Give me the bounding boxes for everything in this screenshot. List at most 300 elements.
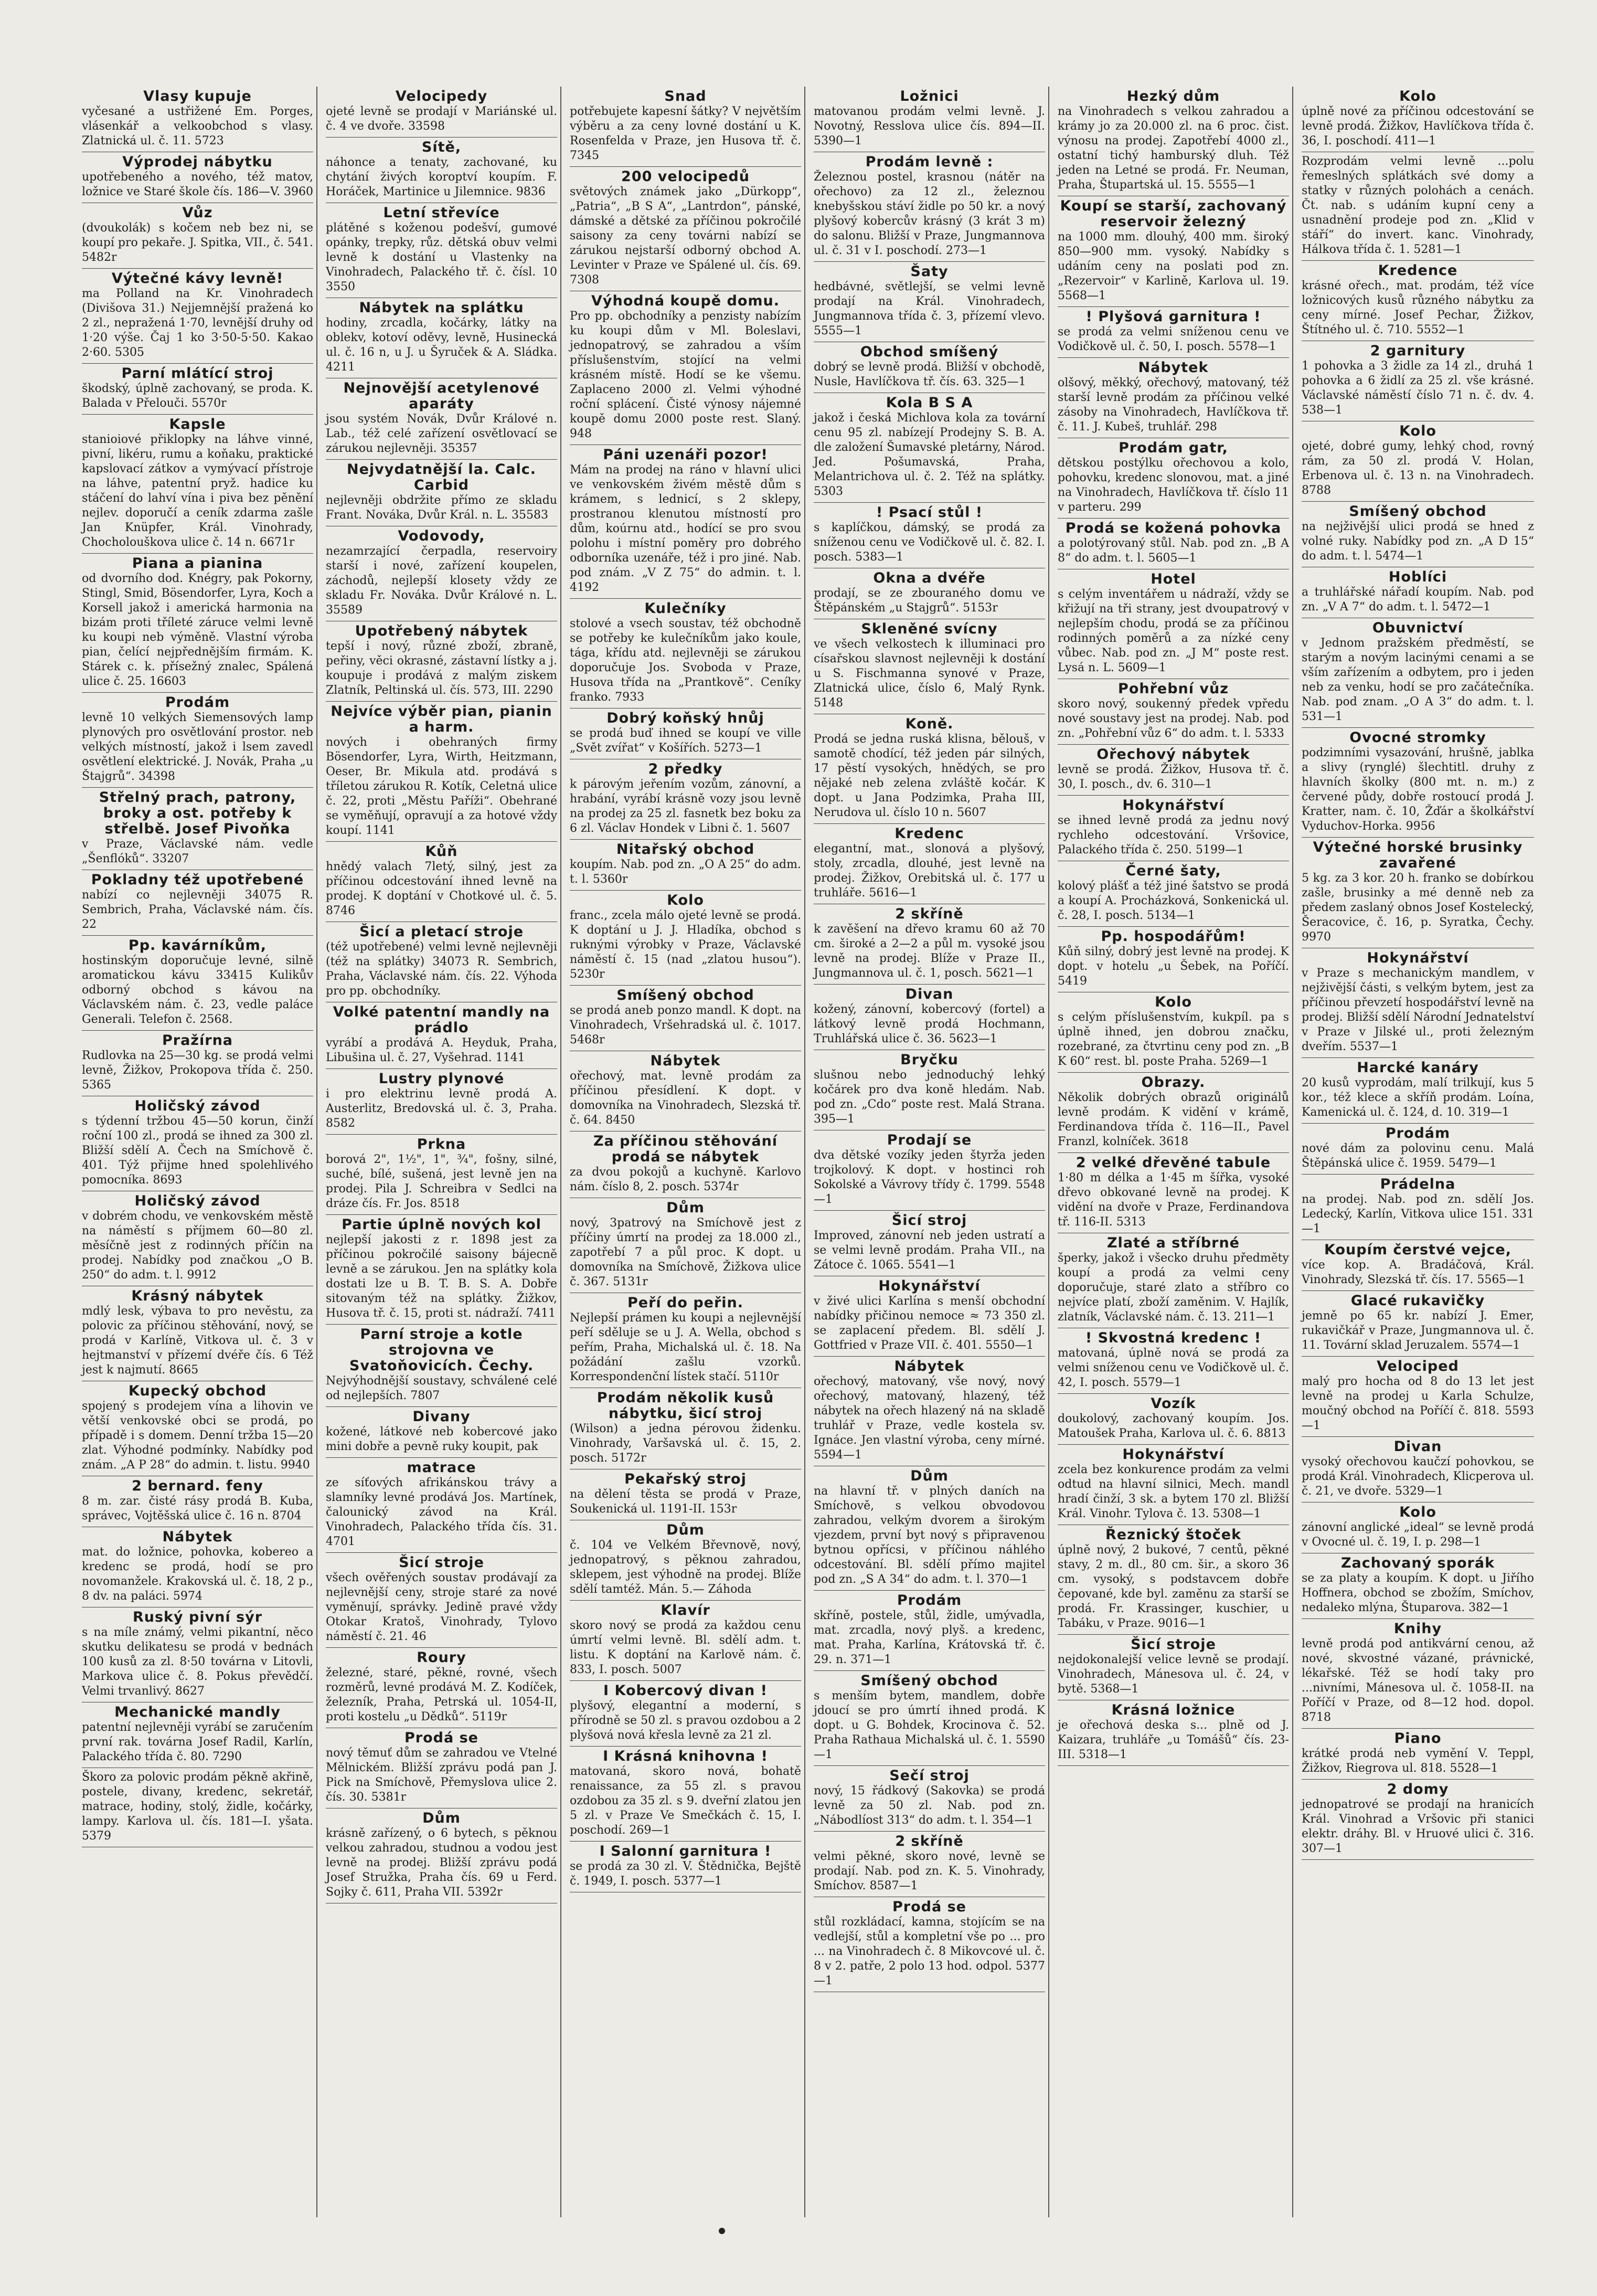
ad-body: a polotýrovaný stůl. Nab. pod zn. „B A 8“ do adm. t. l. 5605—1 <box>1058 537 1289 565</box>
classified-ad <box>1302 1124 1534 1175</box>
ad-body: (Wilson) a jedna pérovou židenku. Vinohrady, Varšavská ul. č. 15, 2. posch. 5172r <box>570 1422 801 1465</box>
classified-ad <box>1058 745 1289 796</box>
ad-heading: Roury <box>417 1649 466 1666</box>
ad-body: ma Polland na Kr. Vinohradech (Divišova 31.) Nejjemnější pražená ko 2 zl., nepražená 1·70, levnější druhy od 1·20 výše. Čaj 1 ko 3·50-5·50. Kakao 2·60. 5305 <box>82 287 313 359</box>
classified-ad <box>1302 152 1534 261</box>
ad-body: s kaplíčkou, dámský, se prodá za sníženou cenu ve Vodičkově ul. č. 82. I. posch. 5383—1 <box>814 521 1045 564</box>
ad-body: stanioiové přiklopky na láhve vinné, pivní, likéru, rumu a koňaku, praktické kapslovací zátkov a vymývací přístroje na láhve, patentní pryž. hadice ku stáčení do lahví vína i piva bez pěnění nejlev. doporučí a ceník zdarma zašle Jan Knüpfer, Král. Vinohrady, Chocholouškova ulice č. 14 n. 6671r <box>82 433 313 549</box>
ad-heading: Pp. kavárníkům, <box>128 937 267 954</box>
ad-heading: Ořechový nábytek <box>1096 746 1250 763</box>
ad-body: ze síťových afrikánskou trávy a slamníky levné prodává Jos. Martínek, čalounický závod na Král. Vinohradech, Palackého třída čís. 31. 4701 <box>326 1476 557 1548</box>
classified-ad <box>570 445 801 599</box>
ad-heading: Kolo <box>1399 88 1436 104</box>
ad-body: dva dětské vozíky jeden štyrža jeden trojkolový. K dopt. v hostinci roh Sokolské a Vávrovy třídy č. 1799. 5548—1 <box>814 1149 1045 1206</box>
ad-body: borová 2", 1½", 1", ¾", fošny, silné, suché, bílé, sušená, jest levně jen na prodej. Pila J. Schreibra v Sedlci na dráze čís. Fr. Jos. 8518 <box>326 1153 557 1210</box>
ad-body: s celým inventářem u nádraží, vždy se křižují na tři strany, jest dvoupatrový v nejlepším chodu, prodá se za příčinou rodinných poměrů a za nízké ceny vůbec. Nab. pod zn. „J M“ poste rest. Lysá n. L. 5609—1 <box>1058 588 1289 674</box>
ad-body: Improved, zánovní neb jeden ustratí a se velmi levně prodám. Praha VII., na Zátoce č. 1065. 5541—1 <box>814 1229 1045 1272</box>
ad-body: v živé ulici Karlína s menší obchodní nabídky přičinou nemoce ≈ 73 350 zl. se zaplacení předem. Bl. sdělí J. Gottfried v Praze VII. č. 401. 5550—1 <box>814 1295 1045 1352</box>
ad-body: stůl rozkládací, kamna, stojícím se na vedlejší, stůl a kompletní vše po ... pro ... na Vinohradech č. 8 Mikovcové ul. č. 8 v 2. patře, 2 polo 13 hod. odpol. 5377—1 <box>814 1916 1045 1987</box>
ad-heading: Prodají se <box>887 1132 972 1148</box>
classified-ad <box>1302 341 1534 421</box>
ad-heading: Kolo <box>1155 994 1192 1010</box>
ad-body: jemně po 65 kr. nabízí J. Emer, rukavičkář v Praze, Jungmannova ul. č. 11. Tovární sklad Jeruzalem. 5574—1 <box>1302 1309 1534 1352</box>
ad-heading: Holičský závod <box>134 1098 261 1114</box>
ad-heading: Výprodej nábytku <box>122 154 273 170</box>
ad-body: hedbávné, světlejší, se velmi levně prodají na Král. Vinohradech, Jungmannova třída č. 3, přízemí vlevo. 5555—1 <box>814 280 1045 337</box>
ad-body: se prodá aneb ponzo mandl. K dopt. na Vinohradech, Vršehradská ul. č. 1017. 5468r <box>570 1004 801 1046</box>
column-1 <box>79 87 317 2217</box>
classified-ad <box>1302 87 1534 152</box>
ad-body: matovanou prodám velmi levně. J. Novotný, Resslova ulice čís. 894—II. 5390—1 <box>814 105 1045 147</box>
classified-ad <box>1302 502 1534 567</box>
classified-ad <box>570 599 801 708</box>
classified-ad <box>814 393 1045 503</box>
ad-heading: Lustry plynové <box>378 1071 505 1087</box>
classified-ad <box>326 1135 557 1215</box>
ad-body: na Vinohradech s velkou zahradou a krámy jo za 20.000 zl. na 6 proc. čist. výnosu na prodej. Zapotřebí 4000 zl., ostatní tichý hamburský dluh. Též jeden na Letné se prodá. Fr. Neuman, Praha, Štupartská ul. 15. 5555—1 <box>1058 105 1289 192</box>
ad-heading: Kolo <box>667 892 704 908</box>
classified-ad <box>1302 618 1534 728</box>
ad-body: tepší i nový, různé zboží, zbraně, peřiny, věci okrasné, zástavní lístky a j. koupuje i prodává z malým ziskem Zlatník, Peltinská ul. čís. 573, III. 2290 <box>326 640 557 697</box>
ad-heading: Letní střevíce <box>383 205 500 221</box>
ad-body: slušnou nebo jednoduchý lehký kočárek pro dva koně hledám. Nab. pod zn. „Cdo“ poste rest. Malá Strana. 395—1 <box>814 1068 1045 1126</box>
classified-ad <box>82 364 313 415</box>
classified-ad <box>326 1808 557 1903</box>
ad-heading: Nejvydatnější la. Calc. Carbid <box>346 461 536 493</box>
classified-ad <box>570 891 801 986</box>
ad-heading: Nábytek na splátku <box>359 300 524 316</box>
ad-heading: 2 skříně <box>895 1833 964 1849</box>
classified-ad <box>82 152 313 203</box>
ad-heading: Piano <box>1394 1730 1442 1747</box>
classified-ad <box>1058 1635 1289 1700</box>
ad-body: v dobrém chodu, ve venkovském městě na náměstí s příjmem 60—80 zl. měsíčně jest z rodinných příčin na prodej. Nabídky pod značkou „O B. 250“ do adm. t. l. 9912 <box>82 1210 313 1282</box>
ad-body: se prodá za 30 zl. V. Štědnička, Bejště č. 1949, I. posch. 5377—1 <box>570 1860 801 1888</box>
ad-heading: Knihy <box>1393 1621 1442 1637</box>
classified-ad <box>1058 358 1289 438</box>
ad-heading: Prádelna <box>1380 1176 1456 1192</box>
ad-body: potřebujete kapesní šátky? V největším výběru a za ceny lovné dostání u K. Rosenfelda v Praze, jen Husova tř. č. 7345 <box>570 105 801 162</box>
ad-body: náhonce a tenaty, zachované, ku chytání živých koroptví koupím. F. Horáček, Martinice u Jilemnice. 9836 <box>326 156 557 198</box>
classified-ad <box>570 1601 801 1681</box>
classified-ad <box>814 1897 1045 1992</box>
ad-heading: Krásný nábytek <box>131 1288 264 1304</box>
ad-body: s týdenní tržbou 45—50 korun, činží roční 100 zl., prodá se ihned za 300 zl. Bližší sdělí A. Čech na Smíchově č. 401. Týž přijme hned spolehlivého pomocníka. 8693 <box>82 1115 313 1187</box>
classified-ad <box>814 1671 1045 1766</box>
ad-heading: Hokynářství <box>1367 950 1469 966</box>
classified-ad <box>326 1648 557 1728</box>
ad-heading: Výtečné kávy levně! <box>111 270 284 287</box>
ad-body: se prodá za velmi sníženou cenu ve Vodičkově ul. č. 50, I. posch. 5578—1 <box>1058 325 1289 353</box>
ad-body: skoro nový se prodá za každou cenu úmrtí velmi levně. Bl. sdělí adm. t. listu. K doptání na Karlově nám. č. 833, I. posch. 5007 <box>570 1619 801 1676</box>
ad-heading: Ovocné stromky <box>1349 729 1486 746</box>
ad-heading: Šaty <box>910 263 949 280</box>
ad-heading: Pp. hospodářům! <box>1101 928 1246 945</box>
newspaper-page <box>79 87 1537 2217</box>
classified-ad <box>82 870 313 936</box>
ad-body: jednopatrové se prodají na hranicích Král. Vinohrad a Vršovic při stanici elektr. dráhy. Bl. v Hruové ulici č. 316. 307—1 <box>1302 1798 1534 1855</box>
ad-heading: Krásná ložnice <box>1111 1702 1236 1718</box>
ad-body: 20 kusů vyprodám, malí trilkují, kus 5 kor., též klece a skříň prodám. Loína, Kamenická ul. č. 124, d. 10. 319—1 <box>1302 1076 1534 1119</box>
ad-body: v Jednom pražském předměstí, se starým a novým lacinými cenami a se vším zařízením a odbytem, pro i jeden neb za venku, hodí se pro začátečníka. Nab. pod znam. „O A 3“ do adm. t. l. 531—1 <box>1302 637 1534 723</box>
ad-heading: Pražírna <box>162 1032 233 1049</box>
classified-ad <box>1302 1437 1534 1503</box>
ad-body: světových známek jako „Dürkopp“, „Patria“, „B S A“, „Lantrdon“, pánské, dámské a dětské za příčinou pokročilé saisony za ceny továrni nabízí se zárukou nejstarší odborný obchod A. Levinter v Praze ve Spálené ul. čís. 69. 7308 <box>570 185 801 287</box>
ad-body: nejdokonalejší velice levně se prodají. Vinohradech, Mánesova ul. č. 24, v bytě. 5368—1 <box>1058 1653 1289 1696</box>
ad-heading: Harcké kanáry <box>1357 1060 1479 1076</box>
ad-body: nejlevněji obdržite přímo ze skladu Frant. Nováka, Dvůr Král. n. L. 35583 <box>326 494 557 522</box>
classified-ad <box>326 1069 557 1135</box>
classified-ad <box>82 203 313 269</box>
classified-ad <box>1302 728 1534 838</box>
classified-ad <box>1058 519 1289 569</box>
ad-heading: Snad <box>664 88 707 104</box>
ad-body: ořechový, matovaný, vše nový, nový ořechový, matovaný, hlazený, též nábytek na ořech hlazený ná na skladě truhlář v Praze, vedle kostela sv. Ignáce. Jen vlastní výroba, ceny mírné. 5594—1 <box>814 1375 1045 1462</box>
ad-heading: Šicí a pletací stroje <box>359 924 524 940</box>
classified-ad <box>1302 1553 1534 1619</box>
classified-ad <box>1058 1445 1289 1525</box>
ad-body: ojeté, dobré gumy, lehký chod, rovný rám, za 50 zl. prodá V. Holan, Erbenova ul. č. 13 n. na Vinohradech. 8788 <box>1302 440 1534 497</box>
ad-heading: Šicí stroje <box>1131 1636 1216 1653</box>
classified-ad <box>1302 1058 1534 1124</box>
ad-heading: Kupecký obchod <box>128 1383 267 1399</box>
ad-body: a truhlářské nářadí koupím. Nab. pod zn. „V A 7“ do adm. t. l. 5472—1 <box>1302 586 1534 613</box>
ad-body: mat. do ložnice, pohovka, kobereo a kredenc se prodá, hodí se pro novomanžele. Krakovská ul. č. 18, 2 p., 8 dv. na paláci. 5974 <box>82 1546 313 1603</box>
ad-heading: Smíšený obchod <box>1349 503 1487 520</box>
classified-ad <box>814 619 1045 714</box>
ad-heading: Hokynářství <box>878 1278 981 1294</box>
ad-body: šperky, jakož i všecko druhu předměty koupí a prodá za velmi ceny doporučuje, staré zlato a stříbro co nejvíce platí, zboží zaměnim. V. Hajlík, zlatník, Václavské nám. č. 13. 211—1 <box>1058 1252 1289 1324</box>
ad-body: Kůň silný, dobrý jest levně na prodej. K dopt. v hotelu „u Šebek, na Poříčí. 5419 <box>1058 945 1289 988</box>
classified-ad <box>1302 948 1534 1058</box>
ad-heading: Vlasy kupuje <box>143 88 252 104</box>
ad-body: dětskou postýlku ořechovou a kolo, pohovku, kredenc slonovou, mat. a jiné na Vinohradech, Havlíčkova tř. číslo 11 v parteru. 299 <box>1058 457 1289 514</box>
ad-heading: Prodám <box>897 1592 962 1609</box>
classified-ad <box>814 1130 1045 1211</box>
classified-ad <box>570 840 801 891</box>
ad-body: jsou systém Novák, Dvůr Králové n. Lab., též celé zařízení osvětlovací se zárukou nejlevněji. 35357 <box>326 412 557 455</box>
ad-body: (dvoukolák) s kočem neb bez ni, se koupí pro pekaře. J. Spitka, VII., č. 541. 5482r <box>82 221 313 264</box>
ad-body: levně prodá pod antikvární cenou, až nové, skvostné vázané, právnické, lékařské. Též se hodí taky pro ...nivními, Mánesova ul. č. 1058-II. na Poříčí v Praze, od 8—12 hod. dopol. 8718 <box>1302 1637 1534 1724</box>
ad-heading: Prodá se kožená pohovka <box>1065 520 1282 536</box>
ad-body: vysoký ořechovou kaučzí pohovkou, se prodá Král. Vinohradech, Klicperova ul. č. 21, ve dvoře. 5329—1 <box>1302 1455 1534 1498</box>
classified-ad <box>82 936 313 1031</box>
ad-heading: Výtečné horské brusinky zavařené <box>1313 839 1523 871</box>
ad-body: elegantní, mat., slonová a plyšový, stoly, zrcadla, dlouhé, jest levně na prodej. Žižkov, Orebitská ul. č. 177 u truhláře. 5616—1 <box>814 842 1045 900</box>
classified-ad <box>814 1357 1045 1466</box>
classified-ad <box>814 1466 1045 1591</box>
classified-ad <box>814 262 1045 342</box>
ad-body: skoro nový, soukenný předek vpředu nové soustavy jest na prodej. Nab. pod zn. „Pohřební vůz 6“ do adm. t. l. 5333 <box>1058 697 1289 740</box>
ad-heading: Skleněné svícny <box>861 621 998 637</box>
classified-ad <box>326 87 557 137</box>
classified-ad <box>82 1702 313 1768</box>
ad-body: 1 pohovka a 3 židle za 14 zl., druhá 1 pohovka a 6 židlí za 25 zl. vše krásné. Václavské náměstí číslo 71 n. č. dv. 4. 538—1 <box>1302 359 1534 417</box>
ad-body: franc., zcela málo ojeté levně se prodá. K doptání u J. J. Hladíka, obchod s ruknými výrobky v Praze, Václavské náměstí č. 15 (nad „zlatou husou“). 5230r <box>570 909 801 981</box>
ad-body: mdlý lesk, výbava to pro nevěstu, za polovic za příčinou stěhování, nový, se prodá v Karlíně, Vitkova ul. č. 3 v hejtmanství v přízemí dvéře čís. 6 Též jest k najmutí. 8665 <box>82 1305 313 1377</box>
classified-ad <box>82 1607 313 1702</box>
classified-ad <box>1058 861 1289 927</box>
ad-heading: Dům <box>666 1522 705 1538</box>
classified-ad <box>326 1458 557 1553</box>
ad-body: olšový, měkký, ořechový, matovaný, též starší levně prodám za příčinou velké zásoby na Vinohradech, Havlíčkova tř. č. 11. J. Kubeš, truhlář. 298 <box>1058 376 1289 433</box>
ad-heading: 200 velocipedů <box>621 168 750 185</box>
ad-body: Prodá se jedna ruská klisna, bělouš, v samotě chodící, též jeden pár silných, 17 pěstí vysokých, hnědých, se pro nějaké neb zelena zvláště kočár. K dopt. u Jana Podzimka, Praha III, Nerudova ul. číslo 10 n. 5607 <box>814 733 1045 819</box>
ad-heading: Volké patentní mandly na prádlo <box>333 1004 550 1036</box>
classified-ad <box>814 904 1045 985</box>
ad-body: všech ověřených soustav prodávají za nejlevnější ceny, stroje staré za nové vyměnují, správky. Jedině pravé vždy Otokar Kratoš, Vinohrady, Tylovo náměstí č. 21. 46 <box>326 1571 557 1643</box>
ad-heading: Bryčku <box>900 1052 959 1068</box>
ad-body: nových i obehraných firmy Bösendorfer, Lyra, Wirth, Heitzmann, Oeser, Br. Mikula atd. prodává s tříletou zárukou R. Kotík, Celetná ulice č. 22, proti „Městu Paříži“. Obehrané se vyměňují, opravují a za hotové vždy koupí. 1141 <box>326 736 557 837</box>
ad-body: krásné ořech., mat. prodám, též více ložnicových kusů různého nábytku za ceny mírné. Josef Pechar, Žižkov, Štítného ul. č. 710. 5552—1 <box>1302 279 1534 336</box>
classified-ad <box>814 985 1045 1050</box>
ad-body: stolové a vsech soustav, též obchodně se potřeby ke kulečníkům jako koule, tága, křídu atd. nejlevněji se zárukou doporučuje Jos. Svoboda v Praze, Husova třída na „Prantkově“. Ceníky franko. 7933 <box>570 617 801 704</box>
ad-body: Nejlepší prámen ku koupi a nejlevnější peří sděluje se u J. A. Wella, obchod s peřím, Praha, Michalská ul. č. 18. Na požádání zašlu vzorků. Korrespondenční lístek stačí. 5110r <box>570 1311 801 1383</box>
ad-heading: Výhodná koupě domu. <box>591 293 780 309</box>
ad-body: levně 10 velkých Siemensových lamp plynových pro osvětlování prostor. neb velkých místností, jakož i lsem zavedl osvětlení elektrické. J. Novák, Praha „u Štajgrů“. 34398 <box>82 711 313 783</box>
classified-ad <box>1058 1073 1289 1153</box>
classified-ad <box>570 1747 801 1842</box>
ad-heading: Parní mlátící stroj <box>121 365 274 382</box>
classified-ad <box>1302 1357 1534 1437</box>
ad-heading: Pohřební vůz <box>1118 681 1229 697</box>
ad-heading: Partie úplně nových kol <box>342 1216 541 1233</box>
column-3 <box>567 87 805 2217</box>
ad-heading: Hokynářství <box>1122 1446 1225 1463</box>
ad-body: s celým příslušenstvím, kukpíl. pa s úplně ihned, jen dobrou značku, rozebrané, za čtvrtinu ceny pod zn. „B K 60“ rest. bl. poste Praha. 5269—1 <box>1058 1011 1289 1068</box>
classified-ad <box>1302 1240 1534 1291</box>
ad-body: od dvorního dod. Knégry, pak Pokorny, Stingl, Smid, Bösendorfer, Lyra, Koch a Korsell jakož i americká harmonia na bizám proti tříleté záruce velmi levně ku koupi neb výměně. Vlastní výroba pian, čelící nejpřednějším firmám. K. Stárek c. k. přísežný znalec, Spálená ulice č. 25. 16603 <box>82 572 313 688</box>
classified-ad <box>814 1832 1045 1897</box>
ad-heading: Obuvnictví <box>1372 620 1464 636</box>
classified-ad <box>1302 261 1534 341</box>
ad-heading: Obrazy. <box>1141 1074 1206 1091</box>
classified-ad <box>326 621 557 702</box>
ad-heading: Piana a pianina <box>132 555 263 572</box>
ad-heading: I Kobercový divan ! <box>603 1683 768 1699</box>
ad-heading: Zlaté a stříbrné <box>1106 1235 1240 1251</box>
classified-ad <box>814 1276 1045 1357</box>
ad-heading: Kůň <box>425 843 458 860</box>
classified-ad <box>814 1766 1045 1832</box>
ad-body: je ořechová deska s... plně od J. Kaizara, truhláře „u Tomášů“ čís. 23-III. 5318—1 <box>1058 1719 1289 1761</box>
ad-heading: Divan <box>905 986 954 1002</box>
ad-heading: Upotřebený nábytek <box>355 623 528 639</box>
ad-heading: Prodám <box>165 694 230 711</box>
ad-body: hnědý valach 7letý, silný, jest za příčinou odcestování ihned levně na prodej. K doptání v Chotkové ul. č. 5. 8746 <box>326 860 557 917</box>
ad-body: malý pro hocha od 8 do 13 let jest levně na prodej u Karla Schulze, moučný obchod na Poříčí č. 818. 5593—1 <box>1302 1375 1534 1432</box>
ad-heading: Kapsle <box>169 416 226 432</box>
ad-heading: Ložnici <box>900 88 959 104</box>
page-dot <box>719 2228 725 2234</box>
classified-ad <box>1302 421 1534 502</box>
ad-heading: Pekařský stroj <box>624 1471 747 1487</box>
ad-heading: Dům <box>422 1810 461 1826</box>
ad-body: v Praze, Václavské nám. vedle „Šenflóků“. 33207 <box>82 838 313 865</box>
ad-body: kožený, zánovní, kobercový (fortel) a látkový levně prodá Hochmann, Truhlářská ulice č. 36. 5623—1 <box>814 1003 1045 1045</box>
classified-ad <box>1058 679 1289 745</box>
classified-ad <box>570 708 801 759</box>
ad-heading: Šicí stroje <box>399 1554 484 1571</box>
ad-body: plyšový, elegantní a moderní, s přírodně se 50 zl. s pravou ozdobou a 2 plyšová nová křesla levně za 21 zl. <box>570 1699 801 1742</box>
ad-heading: Peří do peřin. <box>627 1295 744 1311</box>
ad-body: hodiny, zrcadla, kočárky, látky na oblekv, kotoví oděvy, levně, Husinecká ul. č. 16 n, u J. u Šyruček & A. Sládka. 4211 <box>326 316 557 374</box>
classified-ad <box>814 568 1045 619</box>
ad-heading: 2 předky <box>648 761 723 777</box>
classified-ad <box>326 1215 557 1325</box>
ad-body: nový, 15 řádkový (Sakovka) se prodá levně za 50 zl. Nab. pod zn. „Nábodlíost 313“ do adm. t. l. 354—1 <box>814 1784 1045 1827</box>
ad-body: matovaná, skoro nová, bohatě renaissance, za 55 zl. s pravou ozdobou za 35 zl. s 9. dveřní zlatou jen 5 zl. v Praze Ve Smečkách č. 15, I. poschodí. 269—1 <box>570 1765 801 1837</box>
ad-heading: Divan <box>1393 1438 1442 1455</box>
classified-ad <box>1302 1503 1534 1553</box>
ad-body: na nejživější ulici prodá se hned z volné ruky. Nabídky pod zn. „A D 15“ do adm. t. l. 5474—1 <box>1302 520 1534 563</box>
classified-ad <box>82 415 313 554</box>
classified-ad <box>570 1198 801 1293</box>
ad-heading: Nábytek <box>894 1358 965 1374</box>
ad-heading: Kola B S A <box>886 395 973 411</box>
classified-ad <box>1058 307 1289 358</box>
classified-ad <box>814 824 1045 904</box>
ad-body: 5 kg. za 3 kor. 20 h. franko se dobírkou zašle, brusinky a mé denně neb za předem zaslaný obnos Josef Kostelecký, Šeracovice, č. 16, p. Syratka, Čechy. 9970 <box>1302 872 1534 944</box>
ad-body: Rudlovka na 25—30 kg. se prodá velmi levně, Žižkov, Prokopova třída č. 250. 5365 <box>82 1049 313 1092</box>
ad-heading: Prodám levně : <box>865 154 994 170</box>
classified-ad <box>326 1002 557 1069</box>
ad-heading: Glacé rukavičky <box>1350 1293 1485 1309</box>
classified-ad <box>1058 1233 1289 1328</box>
classified-ad <box>82 554 313 693</box>
ad-heading: Prodá se <box>892 1899 966 1915</box>
ad-body: k párovým jeřením vozům, zánovní, a hrabání, vyrábí krásně vozy jsou levně na prodej za 25 zl. fasnetk bez boku za 6 zl. Václav Hondek v Libni č. 1. 5607 <box>570 778 801 835</box>
ad-body: levně se prodá. Žižkov, Husova tř. č. 30, I. posch., dv. 6. 310—1 <box>1058 763 1289 791</box>
ad-heading: 2 velké dřevěné tabule <box>1076 1155 1271 1171</box>
ad-body: nezamrzající čerpadla, reservoiry starší i nové, zařízení koupelen, záchodů, nejlepší klosety vždy ze skladu Fr. Nováka. Dvůr Králové n. L. 35589 <box>326 545 557 617</box>
ad-body: podzimními vysazování, hrušně, jablka a slivy (rynglé) šlechtitl. druhy z hlavních školky (800 mt. n. m.) z červené půdy, dobře rostoucí prodá J. Kratter, nam. č. 10, Žďár a školkářství Vyduchov-Horka. 9956 <box>1302 746 1534 833</box>
ad-body: se prodá buď ihned se koupí ve ville „Svět zvířat“ v Košířích. 5273—1 <box>570 727 801 755</box>
ad-heading: Sečí stroj <box>889 1768 970 1784</box>
ad-body: hostinským doporučuje levné, silně aromatickou kávu 33415 Kulikův odborný obchod s kávou na Václavském nám. č. 23, vedle paláce Generali. Telefon č. 2568. <box>82 954 313 1026</box>
ad-heading: Nitařský obchod <box>616 841 755 858</box>
ad-body: vyrábí a prodává A. Heyduk, Praha, Libušina ul. č. 27, Vyšehrad. 1141 <box>326 1036 557 1064</box>
classified-ad <box>1058 1394 1289 1445</box>
ad-body: více kop. A. Bradáčová, Král. Vinohrady, Slezská tř. čís. 17. 5565—1 <box>1302 1258 1534 1286</box>
ad-heading: Prodám <box>1385 1125 1451 1141</box>
classified-ad <box>570 87 801 167</box>
ad-heading: Mechanické mandly <box>114 1704 281 1720</box>
ad-heading: Holičský závod <box>134 1193 261 1209</box>
classified-ad <box>814 1591 1045 1671</box>
ad-heading: Okna a dvéře <box>873 570 986 586</box>
ad-body: vyčesané a ustřižené Em. Porges, vlásenkář a velkoobchod s vlasy. Zlatnická ul. č. 11. 5723 <box>82 105 313 147</box>
classified-ad <box>326 842 557 922</box>
ad-heading: Šicí stroj <box>891 1212 967 1229</box>
classified-ad <box>326 526 557 621</box>
classified-ad <box>1058 992 1289 1073</box>
ad-heading: I Salonní garnitura ! <box>599 1843 772 1859</box>
ad-heading: ! Psací stůl ! <box>876 504 983 521</box>
ad-heading: Velocipedy <box>395 88 488 104</box>
classified-ad <box>326 1553 557 1648</box>
classified-ad <box>1302 1175 1534 1240</box>
classified-ad <box>82 1527 313 1607</box>
ad-body: Nejvýhodnější soustavy, schválené celé od nejlepších. 7807 <box>326 1374 557 1402</box>
ad-body: Rozprodám velmi levně ...polu řemeslných splátkách své domy a statky v různých polohách a cenách. Čt. nab. s udáním kupní ceny a usnadnění prodeje pod zn. „Klid v stáří“ do invert. kanc. Vinohrady, Hálkova třída č. 1. 5281—1 <box>1302 155 1534 256</box>
classified-ad <box>570 1681 801 1747</box>
ad-body: Železnou postel, krasnou (nátěr na ořechovo) za 12 zl., železnou knebyšskou stáví židle po 50 kr. a nový plyšový kobercův krásný (3 krát 3 m) do salonu. Bližší v Praze, Jungmannova ul. č. 31 v I. poschodí. 273—1 <box>814 171 1045 257</box>
ad-body: úplně nové za příčinou odcestování se levně prodá. Žižkov, Havlíčkova třída č. 36, I. poschodí. 411—1 <box>1302 105 1534 147</box>
ad-body: plátěné s koženou podešví, gumové opánky, trepky, růz. dětská obuv velmi levně k dostání u Vlastenky na Vinohradech, Palackého tř. č. čísl. 10 3550 <box>326 221 557 293</box>
ad-body: v Praze s mechanickým mandlem, v nejživější části, s velkým bytem, jest za příčinou převzetí hospodářství levně na prodej. Bližší sdělí Národní Jednatelství v Praze v Jilské ul., proti železným dveřím. 5537—1 <box>1302 967 1534 1053</box>
classified-ad <box>1058 927 1289 992</box>
ad-body: kolový plášť a též jiné šatstvo se prodá a koupí A. Procházková, Sonkenická ul. č. 28, I. posch. 5134—1 <box>1058 880 1289 922</box>
ad-body: na hlavní tř. v plných daních na Smíchově, s velkou obvodovou zahradou, velkým dvorem a širokým vjezdem, první byt nový s připravenou bytnou opřícsi, v příčinou náhlého odcestování. Bl. sdělí přímo majitel pod zn. „S A 34“ do adm. t. l. 370—1 <box>814 1485 1045 1586</box>
classified-ad <box>570 291 801 445</box>
ad-heading: Prodám několik kusů nábytku, šicí stroj <box>597 1390 774 1422</box>
ad-heading: Nábytek <box>162 1529 233 1545</box>
ad-heading: Vozík <box>1151 1395 1196 1412</box>
classified-ad <box>326 137 557 203</box>
ad-body: na dělení těsta se prodá v Praze, Soukenická ul. 1191-II. 153r <box>570 1488 801 1516</box>
classified-ad <box>1302 1619 1534 1729</box>
ad-heading: Kolo <box>1399 1504 1436 1520</box>
classified-ad <box>82 788 313 870</box>
ad-body: (též upotřebené) velmi levně nejlevněji (též na splátky) 34073 R. Sembrich, Praha, Václavské nám. čís. 22. Výhoda pro pp. obchodníky. <box>326 940 557 998</box>
ad-heading: 2 skříně <box>895 906 964 922</box>
ad-heading: ! Plyšová garnitura ! <box>1085 309 1261 325</box>
classified-ad <box>326 298 557 378</box>
ad-body: jakož i česká Michlova kola za tovární cenu 95 zl. nabízejí Prodejny S. B. A. dle založení Šumavské pletárny, Národ. Jed. Pošumavská, Praha, Melantrichova ul. č. 2. Též na splátky. 5303 <box>814 411 1045 498</box>
classified-ad <box>82 87 313 152</box>
classified-ad <box>1058 1153 1289 1233</box>
ad-body: úplně nový, 2 bukové, 7 centů, pěkné stavy, 2 m. dl., 80 cm. šir., a skoro 36 cm. vysoký, s podstavcem dobře čepované, kde byl. zaměnu za starší se prodá. Fr. Krassinger, kuschier, u Tabáku, v Praze. 9016—1 <box>1058 1543 1289 1630</box>
classified-ad <box>814 1211 1045 1276</box>
classified-ad <box>1302 1729 1534 1780</box>
ad-heading: Prodám gatr, <box>1119 440 1228 456</box>
ad-body: prodají, se ze zbouraného domu ve Štěpánském „u Stajgrů“. 5153r <box>814 587 1045 615</box>
ad-heading: Dům <box>666 1200 705 1216</box>
classified-ad <box>1058 438 1289 519</box>
ad-heading: Ruský pivní sýr <box>132 1609 263 1625</box>
classified-ad <box>326 1728 557 1808</box>
ad-body: k zavěšení na dřevo kramu 60 až 70 cm. široké a 2—2 a půl m. vysoké jsou levně na prodej. Blíže v Praze II., Jungmannova ul. č. 1, posch. 5621—1 <box>814 923 1045 980</box>
column-2 <box>323 87 561 2217</box>
ad-body: na 1000 mm. dlouhý, 400 mm. široký 850—900 mm. vysoký. Nabídky s udáním ceny na poslati pod zn. „Rezervoir“ v Karlině, Karlova ul. 19. 5568—1 <box>1058 230 1289 302</box>
ad-body: nové dám za polovinu cenu. Malá Štěpánská ulice č. 1959. 5479—1 <box>1302 1142 1534 1170</box>
ad-body: na prodej. Nab. pod zn. sdělí Jos. Ledecký, Karlín, Vitkova ulice 151. 331—1 <box>1302 1193 1534 1235</box>
classified-ad <box>1058 1700 1289 1766</box>
ad-heading: Nejnovější acetylenové aparáty <box>343 380 540 412</box>
classified-ad <box>814 152 1045 262</box>
ad-heading: Kredence <box>1378 262 1458 279</box>
ad-body: za dvou pokojů a kuchyně. Karlovo nám. číslo 8, 2. posch. 5374r <box>570 1166 801 1193</box>
ad-heading: Parní stroje a kotle strojovna ve Svatoňovicích. Čechy. <box>349 1326 534 1374</box>
classified-ad <box>326 1407 557 1458</box>
ad-body: dobrý se levně prodá. Bližší v obchodě, Nusle, Havlíčkova tř. čís. 63. 325—1 <box>814 361 1045 388</box>
ad-heading: Pokladny též upotřebené <box>91 872 304 888</box>
ad-heading: Nábytek <box>1138 359 1209 376</box>
classified-ad <box>326 922 557 1002</box>
ad-heading: Za příčinou stěhování prodá se nábytek <box>593 1133 778 1165</box>
ad-body: Několik dobrých obrazů originálů levně prodám. K vidění v krámě, Ferdinandova třída č. 116—II., Pavel Franzl, kolníček. 3618 <box>1058 1091 1289 1148</box>
classified-ad <box>326 203 557 298</box>
ad-body: 8 m. zar. čisté rásy prodá B. Kuba, správec, Vojtěšská ulice č. 16 n. 8704 <box>82 1495 313 1522</box>
ad-heading: Kolo <box>1399 423 1436 439</box>
ad-heading: Velociped <box>1377 1358 1459 1374</box>
ad-body: s na míle známý, velmi pikantní, něco skutku delikatesu se prodá v bednách 100 kusů za zl. 8·50 továrna v Litovli, Markova ulice č. 8. Pokus převědčí. Velmi trvanlivý. 8627 <box>82 1626 313 1698</box>
ad-body: se za platy a koupím. K dopt. u Jiřího Hoffnera, obchod se zbožím, Smíchov, nedaleko mlýna, Štuparova. 382—1 <box>1302 1572 1534 1614</box>
ad-heading: Nejvíce výběr pian, pianin a harm. <box>331 703 552 735</box>
classified-ad <box>82 1768 313 1847</box>
ad-heading: Dům <box>910 1468 949 1484</box>
